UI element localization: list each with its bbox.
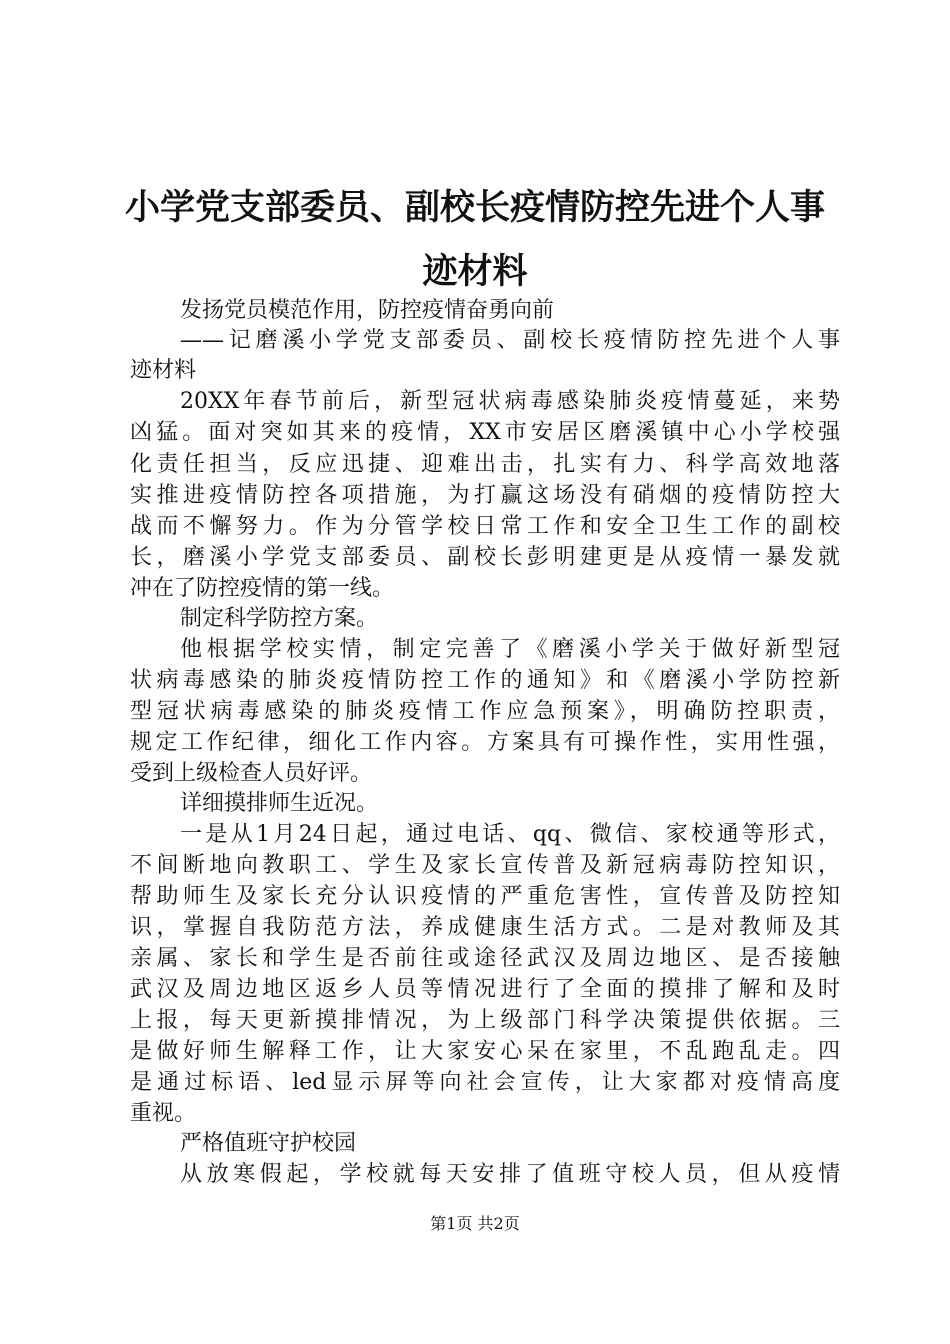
paragraph-line: 型冠状病毒感染的肺炎疫情工作应急预案》，明确防控职责， xyxy=(130,699,840,724)
page-footer: 第1页 共2页 xyxy=(430,1214,520,1233)
paragraph-line: 从放寒假起，学校就每天安排了值班守校人员，但从疫情 xyxy=(180,1162,840,1187)
subtitle-byline-continued: 迹材料 xyxy=(130,358,197,383)
paragraph-line: 规定工作纪律，细化工作内容。方案具有可操作性，实用性强， xyxy=(130,730,840,755)
paragraph-line: 实推进疫情防控各项措施，为打赢这场没有硝烟的疫情防控大 xyxy=(130,483,840,508)
subtitle-byline: ——记磨溪小学党支部委员、副校长疫情防控先进个人事 xyxy=(180,328,840,353)
document-title-line-2: 迹材料 xyxy=(422,252,528,292)
paragraph-line: 凶猛。面对突如其来的疫情，XX市安居区磨溪镇中心小学校强 xyxy=(130,420,840,445)
paragraph-line: 一是从1月24日起，通过电话、qq、微信、家校通等形式， xyxy=(180,822,840,847)
paragraph-line: 重视。 xyxy=(130,1101,197,1126)
paragraph-line: 帮助师生及家长充分认识疫情的严重危害性，宣传普及防控知 xyxy=(130,884,840,909)
paragraph-line: 他根据学校实情，制定完善了《磨溪小学关于做好新型冠 xyxy=(180,637,840,662)
paragraph-line: 冲在了防控疫情的第一线。 xyxy=(130,576,395,601)
paragraph-line: 不间断地向教职工、学生及家长宣传普及新冠病毒防控知识， xyxy=(130,853,840,878)
subtitle-heading: 发扬党员模范作用，防控疫情奋勇向前 xyxy=(180,298,555,323)
paragraph-line: 20XX年春节前后，新型冠状病毒感染肺炎疫情蔓延，来势 xyxy=(180,389,840,414)
paragraph-line: 长，磨溪小学党支部委员、副校长彭明建更是从疫情一暴发就 xyxy=(130,545,840,570)
paragraph-line: 状病毒感染的肺炎疫情防控工作的通知》和《磨溪小学防控新 xyxy=(130,668,840,693)
section-heading: 严格值班守护校园 xyxy=(180,1131,357,1156)
paragraph-line: 上报，每天更新摸排情况，为上级部门科学决策提供依据。三 xyxy=(130,1008,840,1033)
document-title-line-1: 小学党支部委员、副校长疫情防控先进个人事 xyxy=(124,188,825,228)
paragraph-line: 化责任担当，反应迅捷、迎难出击，扎实有力、科学高效地落 xyxy=(130,452,840,477)
paragraph-line: 受到上级检查人员好评。 xyxy=(130,761,373,786)
paragraph-line: 战而不懈努力。作为分管学校日常工作和安全卫生工作的副校 xyxy=(130,514,840,539)
paragraph-line: 是做好师生解释工作，让大家安心呆在家里，不乱跑乱走。四 xyxy=(130,1039,840,1064)
section-heading: 制定科学防控方案。 xyxy=(180,606,379,631)
paragraph-line: 武汉及周边地区返乡人员等情况进行了全面的摸排了解和及时 xyxy=(130,977,840,1002)
section-heading: 详细摸排师生近况。 xyxy=(180,791,379,816)
paragraph-line: 是通过标语、led显示屏等向社会宣传，让大家都对疫情高度 xyxy=(130,1070,840,1095)
paragraph-line: 亲属、家长和学生是否前往或途径武汉及周边地区、是否接触 xyxy=(130,946,840,971)
paragraph-line: 识，掌握自我防范方法，养成健康生活方式。二是对教师及其 xyxy=(130,915,840,940)
